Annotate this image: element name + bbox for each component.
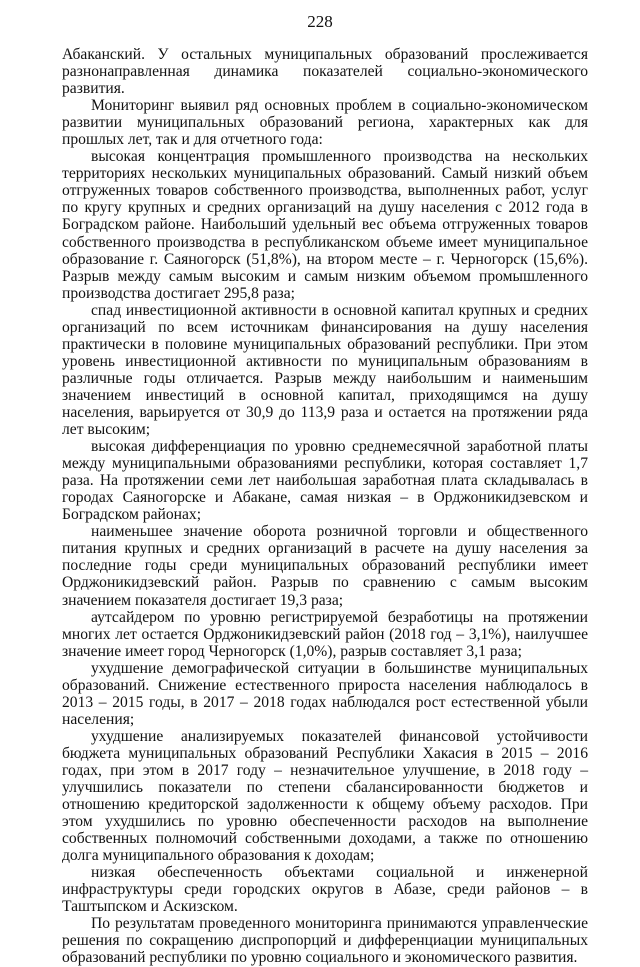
paragraph: По результатам проведенного мониторинга принимаются управленческие решения по сокращению диспропорций и дифференциации муниципальных образований республики по уровню социального и экономического развития.	[62, 915, 588, 967]
paragraph: высокая концентрация промышленного производства на нескольких территориях нескольких муниципальных образований. Самый низкий объем отгруженных товаров собственного производства, выполненных работ, услуг по кругу крупных и средних организаций на душу населения с 2012 года в Боградском районе. Наибольший удельный вес объема отгруженных товаров собственного производства в республиканском объеме имеет муниципальное образование г. Саяногорск (51,8%), на втором месте – г. Черногорск (15,6%). Разрыв между самым высоким и самым низким объемом промышленного производства достигает 295,8 раза;	[62, 148, 588, 302]
paragraph: наименьшее значение оборота розничной торговли и общественного питания крупных и средних организаций в расчете на душу населения за последние годы среди муниципальных образований республики имеет Орджоникидзевский район. Разрыв по сравнению с самым высоким значением показателя достигает 19,3 раза;	[62, 523, 588, 609]
paragraph: высокая дифференциация по уровню среднемесячной заработной платы между муниципальными образованиями республики, которая составляет 1,7 раза. На протяжении семи лет наибольшая заработная плата складывалась в городах Саяногорске и Абакане, самая низкая – в Орджоникидзевском и Боградском районах;	[62, 438, 588, 524]
paragraph: Мониторинг выявил ряд основных проблем в социально-экономическом развитии муниципальных образований региона, характерных как для прошлых лет, так и для отчетного года:	[62, 97, 588, 149]
paragraph: спад инвестиционной активности в основной капитал крупных и средних организаций по всем источникам финансирования на душу населения практически в половине муниципальных образований республики. При этом уровень инвестиционной активности по муниципальным образованиям в различные годы отличается. Разрыв между наибольшим и наименьшим значением инвестиций в основной капитал, приходящимся на душу населения, варьируется от 30,9 до 113,9 раза и остается на протяжении ряда лет высоким;	[62, 301, 588, 439]
paragraph: Абаканский. У остальных муниципальных образований прослеживается разнонаправленная динамика показателей социально-экономического развития.	[62, 46, 588, 98]
paragraph: ухудшение анализируемых показателей финансовой устойчивости бюджета муниципальных образований Республики Хакасия в 2015 – 2016 годах, при этом в 2017 году – незначительное улучшение, в 2018 году – улучшились показатели по степени сбалансированности бюджетов и отношению кредиторской задолженности к общему объему расходов. При этом ухудшились по уровню обеспеченности расходов на выполнение собственных полномочий собственными доходами, а также по отношению долга муниципального образования к доходам;	[62, 727, 588, 865]
paragraph: низкая обеспеченность объектами социальной и инженерной инфраструктуры среди городских округов в Абазе, среди районов – в Таштыпском и Аскизском.	[62, 864, 588, 916]
paragraph: ухудшение демографической ситуации в большинстве муниципальных образований. Снижение естественного прироста населения наблюдалось в 2013 – 2015 годы, в 2017 – 2018 годах наблюдался рост естественной убыли населения;	[62, 659, 588, 728]
paragraph: аутсайдером по уровню регистрируемой безработицы на протяжении многих лет остается Орджоникидзевский район (2018 год – 3,1%), наилучшее значение имеет город Черногорск (1,0%), разрыв составляет 3,1 раза;	[62, 608, 588, 660]
page-number: 228	[307, 12, 333, 31]
body-text	[62, 46, 588, 967]
